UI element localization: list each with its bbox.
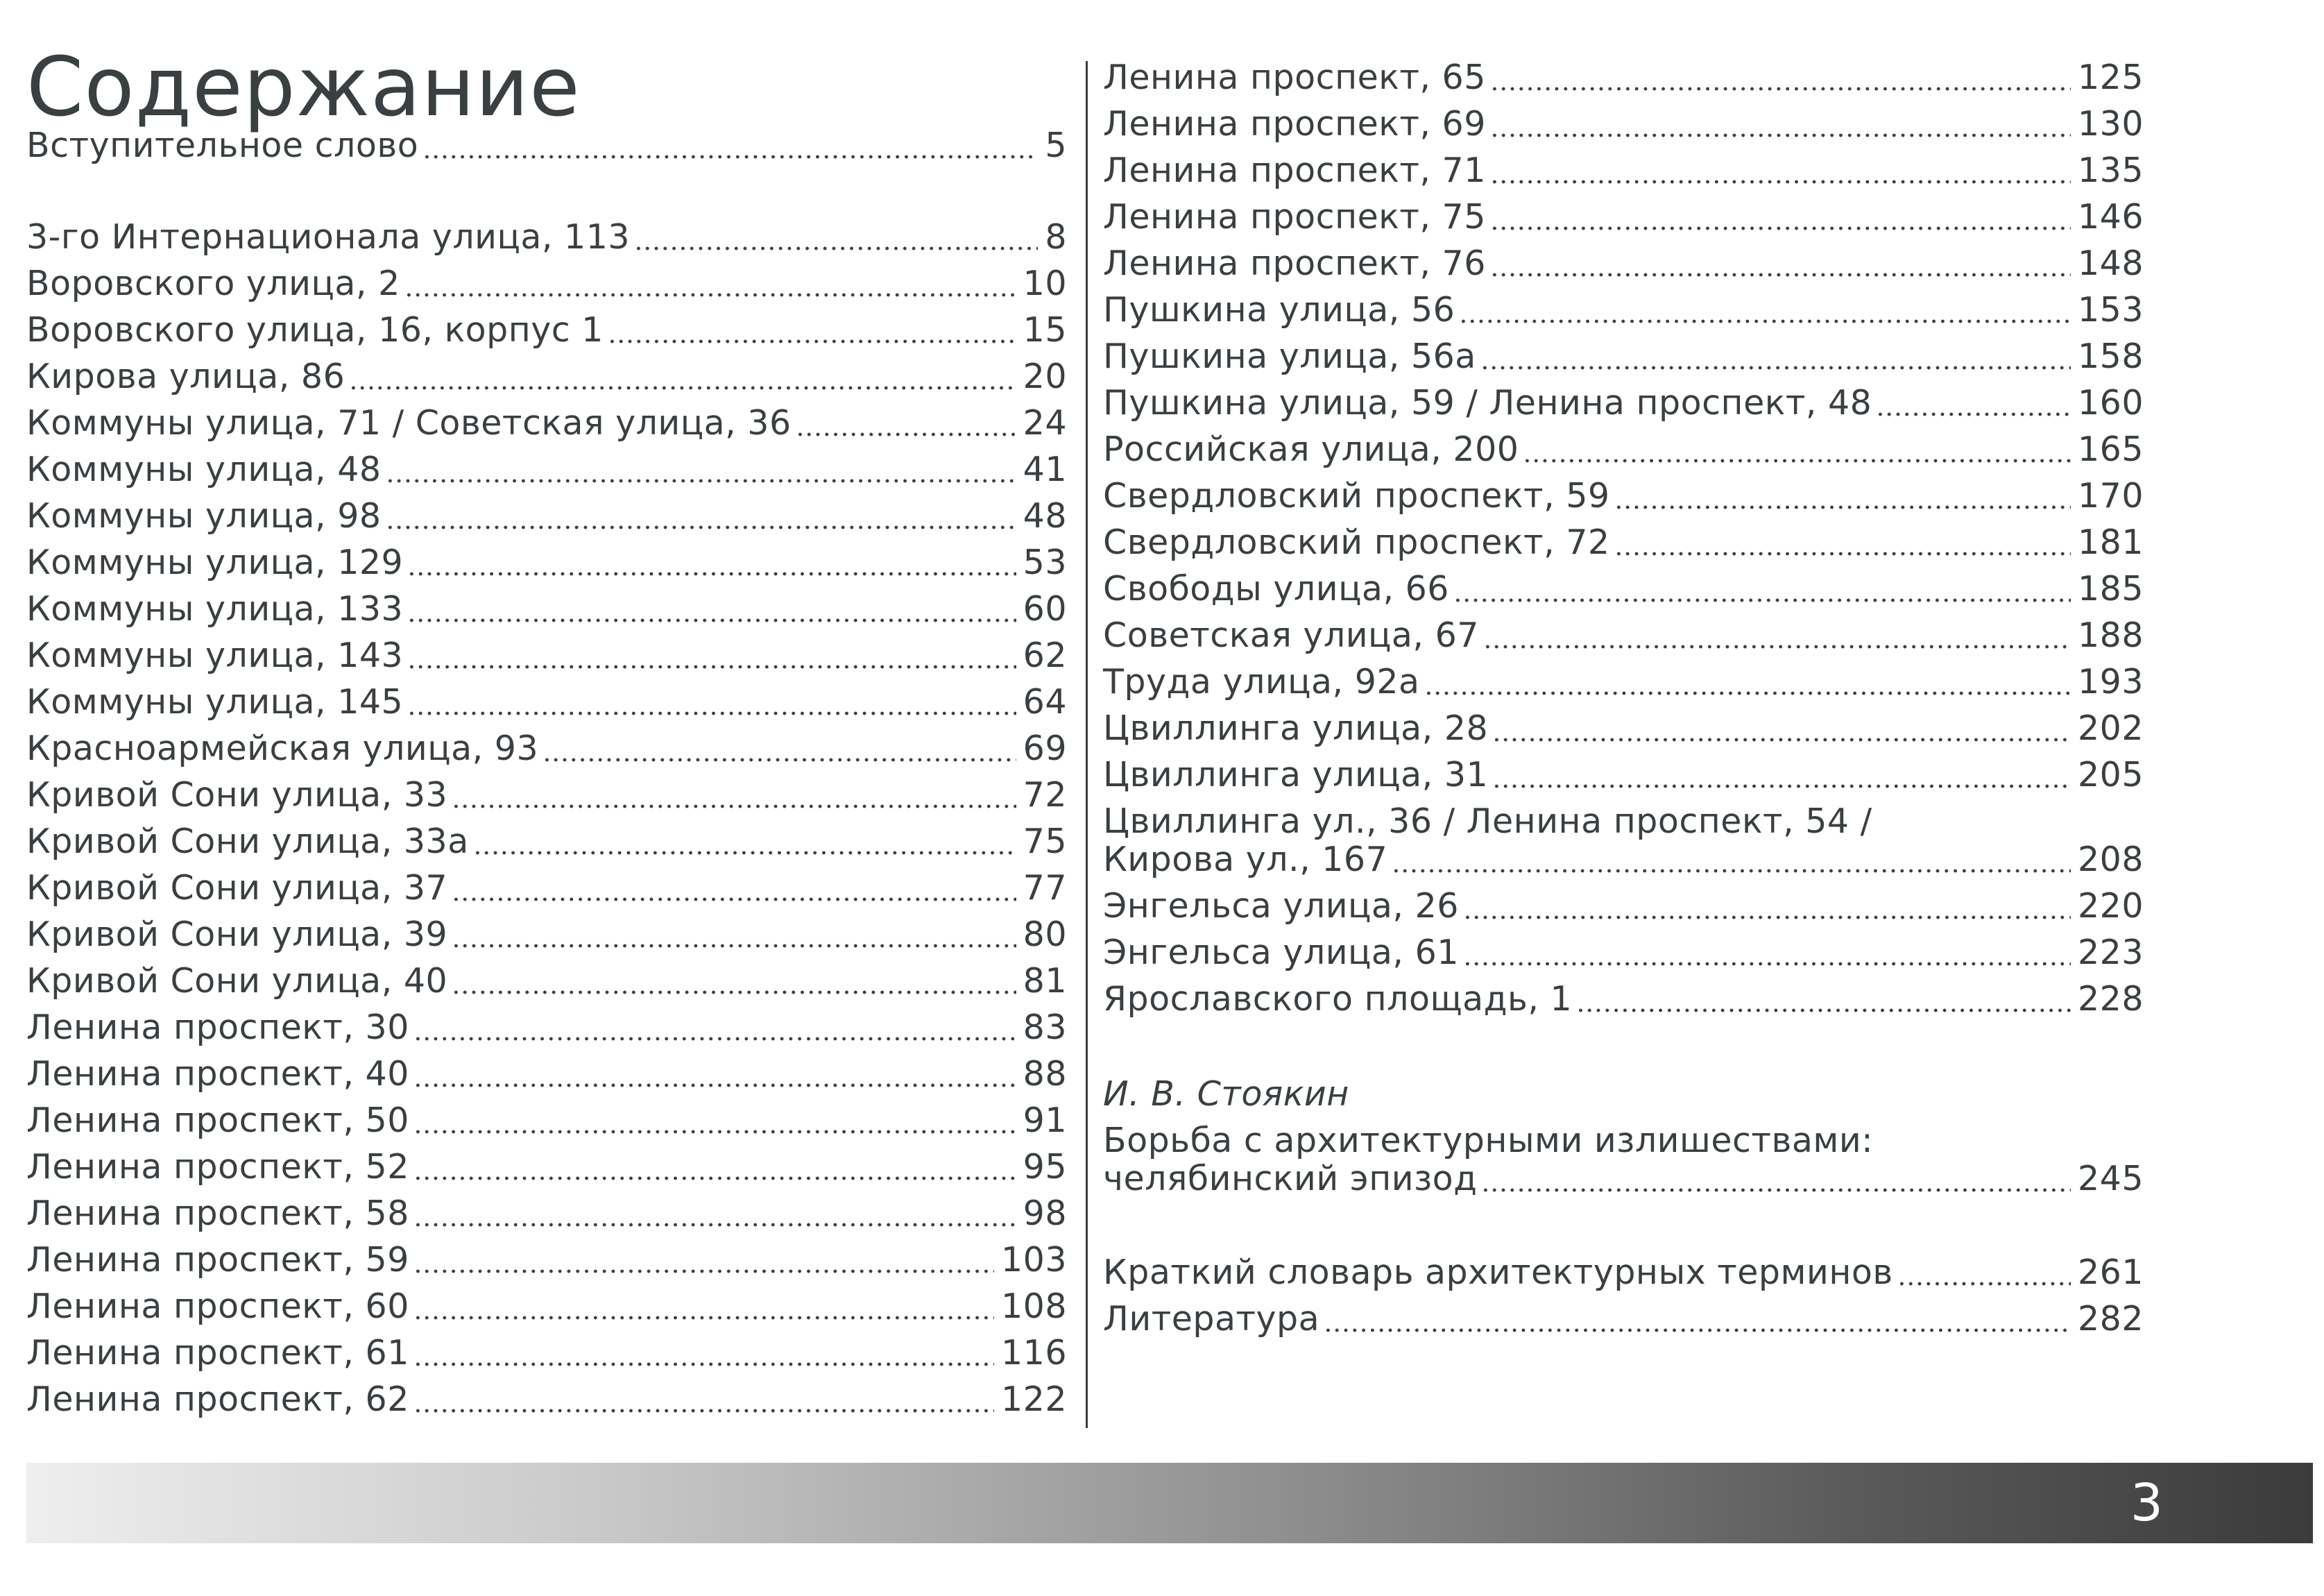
toc-entry-page: 116 <box>1000 1333 1067 1373</box>
toc-entry-page: 98 <box>1023 1194 1067 1233</box>
dot-leader <box>413 1013 1016 1041</box>
toc-entry[interactable] <box>26 772 1067 818</box>
dot-leader <box>407 641 1016 669</box>
toc-entry-label: Коммуны улица, 133 <box>26 589 404 629</box>
toc-entry-label: Ленина проспект, 61 <box>26 1333 409 1373</box>
toc-entry-label: Цвиллинга улица, 31 <box>1103 755 1489 795</box>
dot-leader <box>473 827 1016 855</box>
toc-entry-page: 62 <box>1023 636 1067 675</box>
dot-leader <box>1324 1305 2071 1332</box>
dot-leader <box>1480 342 2071 370</box>
toc-entry-label: Литература <box>1103 1299 1320 1339</box>
dot-leader <box>349 362 1016 390</box>
toc-entry[interactable] <box>1103 54 2144 101</box>
toc-entry-label: Ленина проспект, 59 <box>26 1240 409 1280</box>
toc-entry[interactable] <box>26 818 1067 865</box>
dot-leader <box>452 874 1016 901</box>
toc-entry-page: 95 <box>1023 1147 1067 1187</box>
toc-entry-page: 261 <box>2077 1253 2144 1292</box>
footer-gradient-bar <box>26 1463 2313 1543</box>
page-number: 3 <box>2130 1473 2163 1533</box>
dot-leader <box>1424 668 2071 695</box>
dot-leader <box>1614 482 2071 509</box>
toc-entry-label: Коммуны улица, 143 <box>26 636 404 675</box>
dot-leader <box>1490 203 2071 230</box>
dot-leader <box>422 131 1038 159</box>
dot-leader <box>1490 63 2071 91</box>
dot-leader <box>1492 761 2071 788</box>
toc-entry-label: Коммуны улица, 71 / Советская улица, 36 <box>26 403 792 443</box>
toc-entry[interactable] <box>26 725 1067 772</box>
toc-entry-label: Свободы улица, 66 <box>1103 569 1449 609</box>
toc-entry[interactable] <box>26 307 1067 353</box>
dot-leader <box>1490 156 2071 184</box>
dot-leader <box>1523 435 2071 463</box>
toc-entry[interactable] <box>1103 836 2144 883</box>
dot-leader <box>413 1385 994 1413</box>
dot-leader <box>413 1292 994 1320</box>
toc-entry-label: Энгельса улица, 61 <box>1103 933 1459 972</box>
toc-entry-page: 69 <box>1023 729 1067 768</box>
toc-entry[interactable] <box>26 1051 1067 1097</box>
toc-entry-label: Энгельса улица, 26 <box>1103 886 1459 926</box>
toc-entry-page: 5 <box>1045 126 1067 165</box>
toc-entry[interactable] <box>1103 333 2144 380</box>
toc-entry-label: Пушкина улица, 56а <box>1103 337 1476 376</box>
toc-entry[interactable] <box>26 865 1067 911</box>
toc-entry-page: 185 <box>2077 569 2144 609</box>
toc-entry-label: Ленина проспект, 71 <box>1103 151 1486 190</box>
toc-entry-page: 77 <box>1023 868 1067 908</box>
toc-entry[interactable] <box>1103 473 2144 519</box>
toc-entry-label-line1[interactable]: Цвиллинга ул., 36 / Ленина проспект, 54 / <box>1103 801 1872 841</box>
toc-entry-page: 10 <box>1023 264 1067 303</box>
toc-entry[interactable] <box>1103 659 2144 705</box>
toc-entry[interactable] <box>1103 380 2144 426</box>
toc-entry-label: Кирова улица, 86 <box>26 357 345 396</box>
dot-leader <box>634 223 1038 251</box>
toc-entry[interactable] <box>26 958 1067 1004</box>
toc-entry-label: Пушкина улица, 56 <box>1103 290 1455 330</box>
dot-leader <box>413 1060 1016 1087</box>
toc-entry-page: 53 <box>1023 543 1067 582</box>
dot-leader <box>796 409 1016 436</box>
toc-entry-label: Кривой Сони улица, 39 <box>26 915 448 954</box>
toc-entry-label: Свердловский проспект, 59 <box>1103 476 1610 516</box>
toc-entry-label: Ленина проспект, 58 <box>26 1194 409 1233</box>
dot-leader <box>452 781 1016 808</box>
toc-entry[interactable] <box>1103 240 2144 287</box>
toc-entry[interactable] <box>1103 612 2144 659</box>
dot-leader <box>1453 575 2071 602</box>
toc-entry[interactable] <box>26 1376 1067 1423</box>
toc-entry-label: Коммуны улица, 145 <box>26 682 404 722</box>
toc-entry-label: Цвиллинга улица, 28 <box>1103 708 1489 748</box>
toc-entry-label: Свердловский проспект, 72 <box>1103 523 1610 562</box>
toc-entry-page: 60 <box>1023 589 1067 629</box>
toc-entry-page: 91 <box>1023 1101 1067 1140</box>
toc-entry-label: 3-го Интернационала улица, 113 <box>26 217 631 257</box>
toc-entry[interactable] <box>26 493 1067 539</box>
toc-entry-label: Воровского улица, 2 <box>26 264 400 303</box>
toc-entry-label: Пушкина улица, 59 / Ленина проспект, 48 <box>1103 383 1872 423</box>
toc-entry-label: Труда улица, 92а <box>1103 662 1420 702</box>
toc-entry-label: Ленина проспект, 60 <box>26 1287 409 1326</box>
column-divider <box>1086 61 1088 1428</box>
toc-entry-page: 8 <box>1045 217 1067 257</box>
toc-entry[interactable] <box>26 1097 1067 1144</box>
toc-entry[interactable] <box>26 632 1067 679</box>
toc-entry[interactable] <box>1103 519 2144 566</box>
dot-leader <box>407 688 1016 715</box>
toc-entry-page: 193 <box>2077 662 2144 702</box>
toc-entry-page: 170 <box>2077 476 2144 516</box>
toc-entry-page: 103 <box>1000 1240 1067 1280</box>
toc-entry[interactable] <box>26 260 1067 307</box>
toc-entry-label: челябинский эпизод <box>1103 1159 1478 1198</box>
dot-leader <box>542 734 1016 762</box>
dot-leader <box>1483 621 2071 649</box>
dot-leader <box>1490 110 2071 137</box>
dot-leader <box>1481 1164 2070 1192</box>
toc-entry-literature[interactable] <box>1103 1296 2144 1342</box>
dot-leader <box>1492 714 2071 742</box>
toc-entry-label: Российская улица, 200 <box>1103 430 1519 469</box>
toc-entry-page: 208 <box>2077 840 2144 879</box>
toc-entry-page: 83 <box>1023 1008 1067 1047</box>
toc-entry-label: Красноармейская улица, 93 <box>26 729 539 768</box>
toc-entry-label: Ленина проспект, 65 <box>1103 58 1486 97</box>
toc-entry[interactable] <box>1103 566 2144 612</box>
dot-leader <box>1490 249 2071 277</box>
toc-entry-page: 165 <box>2077 430 2144 469</box>
toc-entry-page: 41 <box>1023 450 1067 489</box>
toc-entry[interactable] <box>1103 752 2144 798</box>
toc-entry-page: 125 <box>2077 58 2144 97</box>
toc-entry-page: 15 <box>1023 310 1067 350</box>
toc-entry-page: 181 <box>2077 523 2144 562</box>
toc-entry-label: Коммуны улица, 129 <box>26 543 404 582</box>
toc-entry-label: Ленина проспект, 62 <box>26 1379 409 1419</box>
toc-entry[interactable] <box>26 586 1067 632</box>
toc-entry-page: 146 <box>2077 197 2144 237</box>
toc-entry-page: 223 <box>2077 933 2144 972</box>
toc-entry-page: 72 <box>1023 775 1067 815</box>
toc-entry-page: 24 <box>1023 403 1067 443</box>
dot-leader <box>1392 845 2071 873</box>
dot-leader <box>452 920 1016 948</box>
toc-entry-page: 88 <box>1023 1054 1067 1094</box>
toc-entry-page: 135 <box>2077 151 2144 190</box>
toc-entry-page: 202 <box>2077 708 2144 748</box>
toc-entry-label: Кривой Сони улица, 37 <box>26 868 448 908</box>
dot-leader <box>413 1106 1016 1134</box>
toc-entry-label: Кривой Сони улица, 40 <box>26 961 448 1001</box>
toc-entry[interactable] <box>26 1004 1067 1051</box>
toc-entry-label: Ленина проспект, 75 <box>1103 197 1486 237</box>
toc-entry[interactable] <box>26 911 1067 958</box>
toc-entry[interactable] <box>26 1330 1067 1376</box>
toc-entry[interactable] <box>1103 705 2144 752</box>
toc-entry-page: 153 <box>2077 290 2144 330</box>
toc-entry[interactable] <box>1103 883 2144 929</box>
toc-entry[interactable] <box>26 539 1067 586</box>
toc-entry-label: Вступительное слово <box>26 126 419 165</box>
dot-leader <box>413 1246 994 1273</box>
toc-entry[interactable] <box>1103 976 2144 1022</box>
toc-entry-label: Коммуны улица, 98 <box>26 496 382 536</box>
toc-entry[interactable] <box>1103 287 2144 333</box>
toc-entry[interactable] <box>1103 929 2144 976</box>
toc-entry[interactable] <box>26 1283 1067 1330</box>
dot-leader <box>413 1199 1016 1227</box>
toc-entry-label: Ленина проспект, 52 <box>26 1147 409 1187</box>
dot-leader <box>1876 389 2071 416</box>
toc-entry[interactable] <box>26 400 1067 446</box>
dot-leader <box>1576 985 2071 1012</box>
toc-entry[interactable] <box>26 1237 1067 1283</box>
toc-entry-page: 148 <box>2077 244 2144 283</box>
toc-entry-page: 64 <box>1023 682 1067 722</box>
toc-entry-label: Ленина проспект, 50 <box>26 1101 409 1140</box>
toc-entry-label: Краткий словарь архитектурных терминов <box>1103 1253 1893 1292</box>
toc-entry-label: Ленина проспект, 69 <box>1103 104 1486 144</box>
toc-entry-label: Кривой Сони улица, 33 <box>26 775 448 815</box>
toc-entry-page: 188 <box>2077 616 2144 655</box>
toc-entry-label: Ленина проспект, 40 <box>26 1054 409 1094</box>
dot-leader <box>1897 1258 2071 1286</box>
toc-entry[interactable] <box>1103 147 2144 194</box>
toc-entry[interactable] <box>26 1144 1067 1190</box>
toc-entry-label: Кирова ул., 167 <box>1103 840 1388 879</box>
essay-title-line1[interactable]: Борьба с архитектурными излишествами: <box>1103 1121 1874 1160</box>
toc-entry-label: Ленина проспект, 76 <box>1103 244 1486 283</box>
toc-entry[interactable] <box>1103 194 2144 240</box>
toc-entry-glossary[interactable] <box>1103 1249 2144 1296</box>
toc-entry-page: 228 <box>2077 979 2144 1019</box>
toc-entry-page: 130 <box>2077 104 2144 144</box>
dot-leader <box>407 595 1016 622</box>
page-title: Содержание <box>26 39 581 135</box>
toc-entry-label: Советская улица, 67 <box>1103 616 1479 655</box>
toc-entry[interactable] <box>26 1190 1067 1237</box>
toc-entry[interactable] <box>26 679 1067 725</box>
toc-entry[interactable] <box>26 446 1067 493</box>
toc-entry-page: 205 <box>2077 755 2144 795</box>
toc-entry-page: 20 <box>1023 357 1067 396</box>
dot-leader <box>407 548 1016 576</box>
toc-entry-page: 75 <box>1023 822 1067 861</box>
toc-entry-label: Ярославского площадь, 1 <box>1103 979 1573 1019</box>
dot-leader <box>1463 892 2071 919</box>
dot-leader <box>386 502 1016 529</box>
dot-leader <box>404 269 1016 297</box>
toc-entry-label: Коммуны улица, 48 <box>26 450 382 489</box>
toc-entry-label: Кривой Сони улица, 33а <box>26 822 469 861</box>
dot-leader <box>386 455 1016 483</box>
dot-leader <box>413 1153 1016 1180</box>
toc-entry-page: 158 <box>2077 337 2144 376</box>
toc-entry-page: 245 <box>2077 1159 2144 1198</box>
dot-leader <box>1459 296 2071 323</box>
toc-entry[interactable] <box>26 353 1067 400</box>
dot-leader <box>452 967 1016 994</box>
toc-entry[interactable] <box>1103 101 2144 147</box>
toc-entry-page: 108 <box>1000 1287 1067 1326</box>
toc-entry-label: Воровского улица, 16, корпус 1 <box>26 310 604 350</box>
toc-entry[interactable] <box>26 214 1067 260</box>
toc-entry[interactable] <box>1103 426 2144 473</box>
toc-entry-intro[interactable] <box>26 122 1067 169</box>
toc-entry-page: 48 <box>1023 496 1067 536</box>
toc-entry-label: Ленина проспект, 30 <box>26 1008 409 1047</box>
toc-entry-page: 160 <box>2077 383 2144 423</box>
toc-entry-page: 220 <box>2077 886 2144 926</box>
essay-author: И. В. Стоякин <box>1103 1074 1349 1114</box>
dot-leader <box>608 316 1016 343</box>
dot-leader <box>1463 938 2071 966</box>
toc-entry-page: 282 <box>2077 1299 2144 1339</box>
dot-leader <box>413 1339 994 1366</box>
toc-entry-page: 81 <box>1023 961 1067 1001</box>
toc-entry-page: 80 <box>1023 915 1067 954</box>
toc-entry-essay[interactable] <box>1103 1155 2144 1202</box>
dot-leader <box>1614 528 2071 556</box>
toc-entry-page: 122 <box>1000 1379 1067 1419</box>
